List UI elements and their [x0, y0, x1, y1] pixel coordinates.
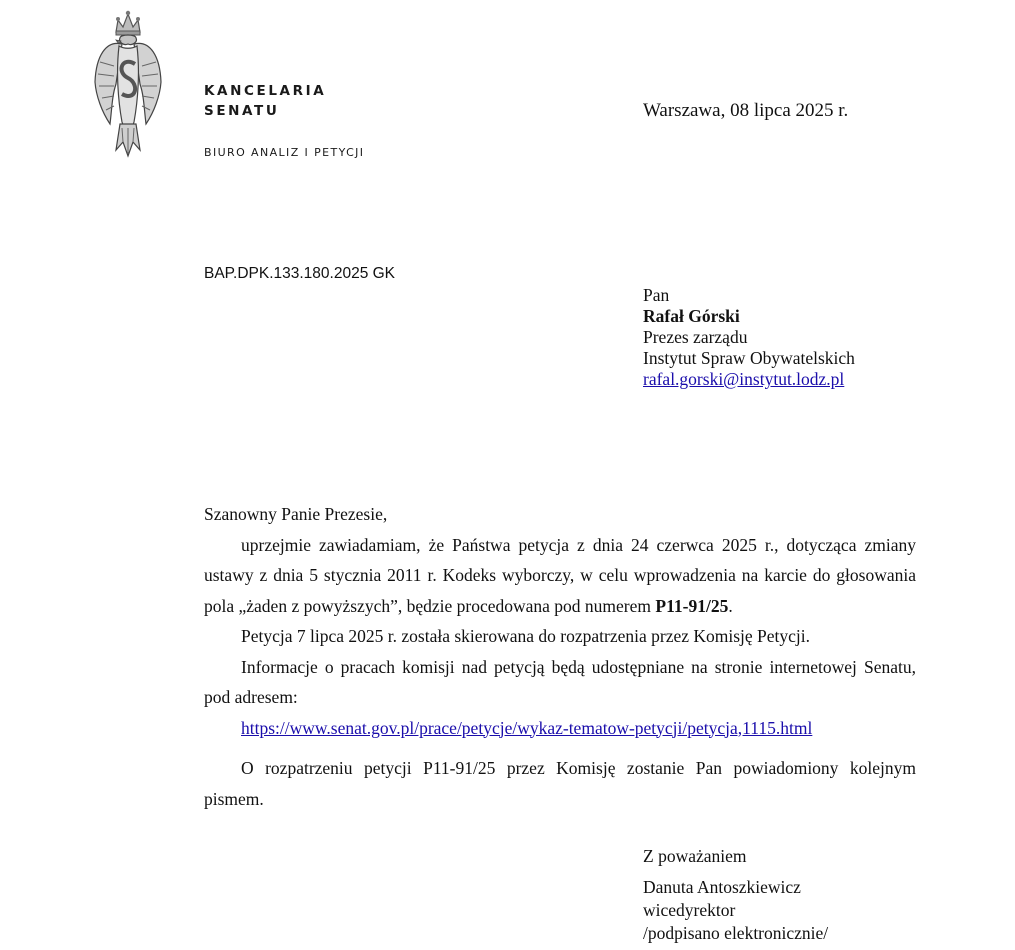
signatory-title: wicedyrektor	[643, 900, 736, 920]
signature-block	[643, 876, 828, 945]
recipient-title: Pan	[643, 285, 670, 305]
petition-number: P11-91/25	[655, 595, 729, 616]
paragraph-notification-text: uprzejmie zawiadamiam, że Państwa petycja z dnia 24 czerwca 2025 r., dotycząca zmiany ustawy z dnia 5 stycznia 2011 r. Kodeks wyborczy, w celu wprowadzenia na karcie do głosowania pola „żaden z powyższych”, będzie procedowana pod numerem	[204, 534, 916, 616]
paragraph-followup: O rozpatrzeniu petycji P11-91/25 przez Komisję zostanie Pan powiadomiony kolejnym pismem.	[204, 758, 916, 809]
letter-body	[204, 499, 916, 814]
recipient-name: Rafał Górski	[643, 306, 740, 326]
reference-number: BAP.DPK.133.180.2025 GK	[204, 265, 396, 282]
signatory-name: Danuta Antoszkiewicz	[643, 877, 801, 897]
paragraph-notification-end: .	[728, 595, 733, 616]
org-name-line2: SENATU	[204, 103, 280, 119]
department-name: BIURO ANALIZ I PETYCJI	[204, 146, 365, 159]
paragraph-referral: Petycja 7 lipca 2025 r. została skierowana do rozpatrzenia przez Komisję Petycji.	[241, 626, 811, 646]
signature-note: /podpisano elektronicznie/	[643, 923, 829, 943]
recipient-position: Prezes zarządu	[643, 327, 748, 347]
crowned-eagle-emblem-icon	[92, 4, 164, 160]
recipient-email-link[interactable]: rafal.gorski@instytut.lodz.pl	[643, 369, 845, 389]
paragraph-notification	[204, 530, 916, 622]
org-name-line1: KANCELARIA	[204, 83, 327, 99]
closing-phrase: Z poważaniem	[643, 846, 747, 866]
recipient-organization: Instytut Spraw Obywatelskich	[643, 348, 855, 368]
greeting: Szanowny Panie Prezesie,	[204, 504, 388, 524]
letter-date: Warszawa, 08 lipca 2025 r.	[643, 100, 849, 121]
petition-url-link[interactable]: https://www.senat.gov.pl/prace/petycje/wykaz-tematow-petycji/petycja,1115.html	[241, 717, 813, 738]
recipient-block	[643, 285, 855, 390]
paragraph-information: Informacje o pracach komisji nad petycją będą udostępniane na stronie internetowej Senatu, pod adresem:	[204, 656, 916, 707]
